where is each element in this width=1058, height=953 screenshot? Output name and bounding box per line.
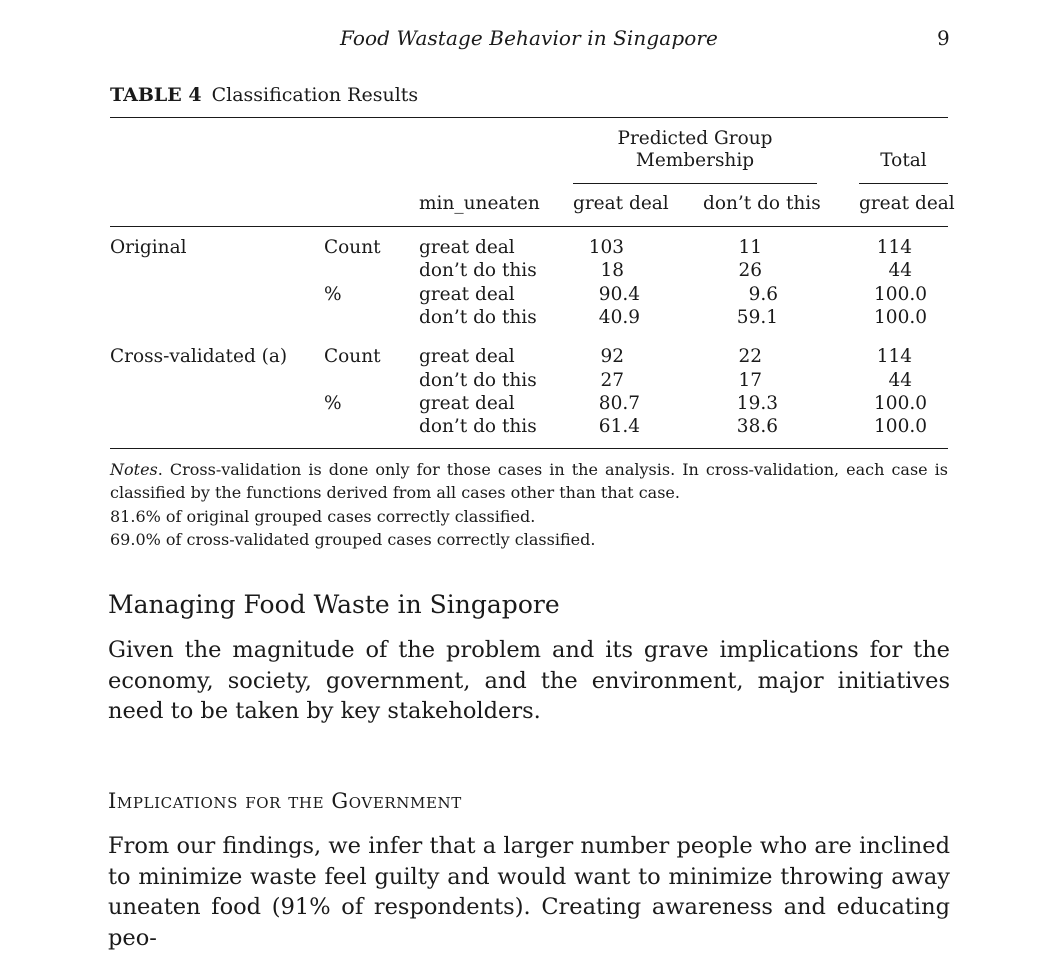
value-great-deal: 27 [600,370,624,391]
value-total: 100.0 [874,416,927,437]
row-variable-header: min_uneaten [419,193,540,214]
notes-lead: Notes [110,460,158,479]
row-category: don’t do this [419,370,537,391]
row-category: don’t do this [419,416,537,437]
row-group: Original [110,237,187,258]
notes-text: . Cross-validation is done only for those cases in the analysis. In cross-validation, each case is classified by the functions derived from all cases other than that case. [110,460,948,503]
column-header-total-great-deal: great deal [859,193,955,214]
row-measure: % [324,284,342,305]
row-category: great deal [419,237,515,258]
value-dont-do-this: 17 [738,370,762,391]
value-dont-do-this: 11 [738,237,762,258]
value-dont-do-this: 19.3 [736,393,778,414]
table-top-rule [110,117,948,118]
table-label: TABLE 4 [110,84,202,106]
value-dont-do-this: 59.1 [736,307,778,328]
value-total: 100.0 [874,307,927,328]
running-head [0,26,1058,50]
notes-line-2: 81.6% of original grouped cases correctly classified. [110,506,536,526]
predicted-group-line2: Membership [635,150,755,171]
value-great-deal: 92 [600,346,624,367]
value-total: 114 [876,237,912,258]
row-category: don’t do this [419,260,537,281]
value-great-deal: 103 [588,237,624,258]
table-bottom-rule [110,448,948,449]
value-dont-do-this: 9.6 [748,284,778,305]
running-title: Food Wastage Behavior in Singapore [340,26,718,50]
value-total: 44 [888,370,912,391]
column-header-great-deal: great deal [573,193,669,214]
subsection-paragraph: From our findings, we infer that a larger number people who are inclined to minimize waste feel guilty and would want to minimize throwing away uneaten food (91% of respondents). Creating awareness and educating peo- [108,833,950,951]
value-dont-do-this: 38.6 [736,416,778,437]
table-title: Classification Results [211,84,419,106]
value-dont-do-this: 26 [738,260,762,281]
section-paragraph: Given the magnitude of the problem and its grave implications for the economy, society, government, and the environment, major initiatives need to be taken by key stakeholders. [108,637,950,724]
value-total: 114 [876,346,912,367]
predicted-group-rule [573,183,817,184]
row-measure: % [324,393,342,414]
row-category: great deal [419,346,515,367]
notes-line-1 [110,458,948,505]
predicted-group-header [573,128,817,172]
row-measure: Count [324,346,381,367]
page-number: 9 [937,26,950,50]
table-caption [110,84,418,106]
value-total: 100.0 [874,284,927,305]
total-rule [859,183,948,184]
value-great-deal: 61.4 [598,416,640,437]
subsection-heading: Implications for the Government [108,789,462,813]
row-measure: Count [324,237,381,258]
value-total: 44 [888,260,912,281]
row-category: great deal [419,393,515,414]
predicted-group-line1: Predicted Group [617,128,773,149]
row-category: great deal [419,284,515,305]
section-heading: Managing Food Waste in Singapore [108,590,560,619]
value-great-deal: 18 [600,260,624,281]
column-header-dont-do-this: don’t do this [703,193,821,214]
notes-line-3: 69.0% of cross-validated grouped cases correctly classified. [110,529,596,549]
total-header: Total [880,150,927,171]
row-group: Cross-validated (a) [110,346,288,367]
table-notes [110,458,948,551]
value-great-deal: 40.9 [598,307,640,328]
value-total: 100.0 [874,393,927,414]
table-header-rule [110,226,948,227]
row-category: don’t do this [419,307,537,328]
value-dont-do-this: 22 [738,346,762,367]
value-great-deal: 80.7 [598,393,640,414]
value-great-deal: 90.4 [598,284,640,305]
